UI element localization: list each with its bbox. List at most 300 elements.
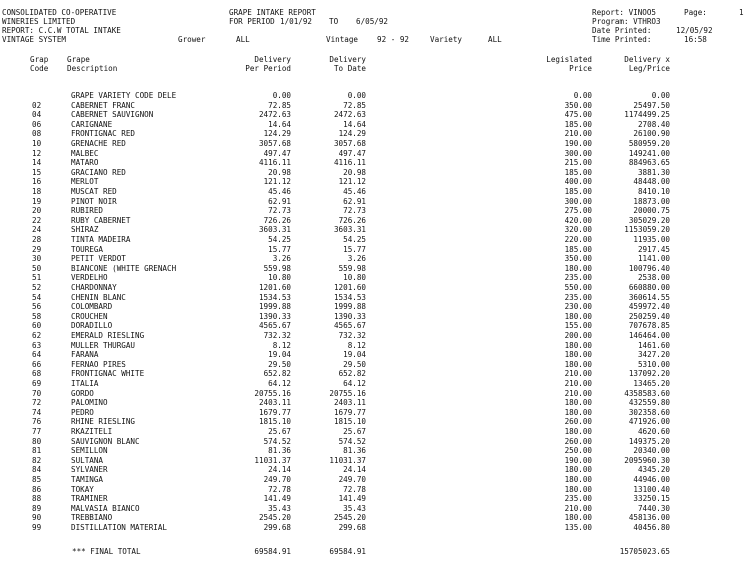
row-description: PEDRO: [71, 407, 94, 417]
period-to-label: TO: [329, 17, 339, 26]
row-delivery-x-price: 8410.10: [637, 187, 670, 196]
row-delivery-per-period: 299.68: [263, 523, 291, 532]
row-delivery-to-date: 574.52: [338, 436, 366, 446]
row-code: 51: [32, 273, 42, 283]
row-delivery-to-date: 141.49: [338, 494, 366, 504]
row-code: 76: [32, 417, 42, 427]
row-delivery-x-price: 1141.00: [637, 254, 670, 264]
row-delivery-x-price: 26100.90: [633, 129, 670, 139]
row-legislated-price: 180.00: [564, 398, 592, 408]
row-delivery-x-price: 884963.65: [628, 158, 670, 168]
row-delivery-to-date: 8.12: [347, 340, 366, 350]
row-legislated-price: 180.00: [564, 513, 592, 523]
final-total-extended: 15705023.65: [619, 547, 670, 556]
row-delivery-to-date: 299.68: [338, 523, 366, 532]
row-delivery-to-date: 11031.37: [329, 455, 366, 465]
row-delivery-to-date: 64.12: [343, 379, 366, 388]
final-total-to-date: 69584.91: [329, 547, 366, 556]
col-todate-heading-2: To Date: [333, 64, 366, 73]
row-description: SAUVIGNON BLANC: [71, 436, 140, 446]
vintage-label: Vintage: [326, 35, 359, 44]
row-description: PALOMINO: [71, 398, 108, 408]
row-code: 16: [32, 177, 42, 187]
row-delivery-x-price: 1174499.25: [624, 110, 670, 120]
row-delivery-per-period: 29.50: [268, 359, 291, 369]
row-description: CABERNET SAUVIGNON: [71, 110, 154, 120]
row-legislated-price: 155.00: [564, 321, 592, 331]
row-delivery-per-period: 14.64: [268, 119, 291, 129]
row-delivery-x-price: 4358583.60: [624, 388, 670, 398]
row-code: 90: [32, 513, 42, 523]
row-delivery-per-period: 10.80: [268, 273, 291, 283]
row-delivery-per-period: 1534.53: [258, 292, 291, 302]
row-description: MALVASIA BIANCO: [71, 503, 140, 513]
row-delivery-x-price: 7440.30: [637, 503, 670, 513]
row-legislated-price: 210.00: [564, 369, 592, 379]
row-delivery-to-date: 54.25: [343, 235, 366, 244]
row-delivery-to-date: 14.64: [343, 119, 366, 129]
program-id: Program: VTHRO3: [592, 17, 661, 26]
row-description: TRAMINER: [71, 494, 108, 504]
row-delivery-x-price: 20000.75: [633, 206, 670, 216]
row-description: TREBBIANO: [71, 513, 113, 523]
row-code: 99: [32, 523, 42, 532]
org-name-line1: CONSOLIDATED CO-OPERATIVE: [2, 8, 117, 17]
row-description: COLOMBARD: [71, 302, 113, 312]
row-code: 06: [32, 119, 42, 129]
row-legislated-price: 215.00: [564, 158, 592, 168]
report-id: Report: VINOO5: [592, 8, 657, 17]
row-delivery-per-period: 1201.60: [258, 283, 291, 292]
row-delivery-per-period: 1999.88: [258, 302, 291, 312]
row-delivery-to-date: 732.32: [338, 331, 366, 340]
row-code: 85: [32, 475, 42, 484]
row-delivery-per-period: 249.70: [263, 475, 291, 484]
row-description: CHENIN BLANC: [71, 292, 126, 302]
col-per-heading-1: Delivery: [254, 55, 291, 64]
row-code: 69: [32, 379, 42, 388]
page-label: Page:: [684, 8, 707, 17]
row-legislated-price: 210.00: [564, 129, 592, 139]
row-delivery-per-period: 652.82: [263, 369, 291, 379]
row-description: FARANA: [71, 350, 99, 360]
final-total-label: *** FINAL TOTAL: [72, 547, 141, 556]
row-legislated-price: 185.00: [564, 167, 592, 177]
row-code: 72: [32, 398, 42, 408]
row-delivery-x-price: 149375.20: [628, 436, 670, 446]
row-delivery-x-price: 4345.20: [637, 465, 670, 475]
col-ext-heading-1: Delivery x: [624, 55, 670, 64]
row-description: RUBY CABERNET: [71, 215, 131, 225]
row-code: 82: [32, 455, 42, 465]
row-delivery-per-period: 72.78: [268, 484, 291, 494]
row-delivery-per-period: 574.52: [263, 436, 291, 446]
row-delivery-to-date: 249.70: [338, 475, 366, 484]
row-code: 88: [32, 494, 42, 504]
row-description: DISTILLATION MATERIAL: [71, 523, 168, 532]
row-description: MULLER THURGAU: [71, 340, 136, 350]
row-delivery-x-price: 1461.60: [637, 340, 670, 350]
row-legislated-price: 185.00: [564, 244, 592, 254]
row-delivery-per-period: 62.91: [268, 196, 291, 206]
row-delivery-x-price: 707678.85: [628, 321, 670, 331]
row-delivery-x-price: 3427.20: [637, 350, 670, 360]
row-code: 29: [32, 244, 42, 254]
row-code: 89: [32, 503, 42, 513]
row-delivery-per-period: 8.12: [272, 340, 291, 350]
row-delivery-per-period: 2545.20: [258, 513, 291, 523]
row-code: 68: [32, 369, 42, 379]
row-description: CABERNET FRANC: [71, 100, 136, 110]
row-delivery-per-period: 81.36: [268, 446, 291, 456]
row-delivery-to-date: 1999.88: [333, 302, 366, 312]
row-delivery-to-date: 81.36: [343, 446, 366, 456]
row-code: 22: [32, 215, 42, 225]
row-delivery-to-date: 726.26: [338, 215, 366, 225]
row-delivery-per-period: 20.98: [268, 167, 291, 177]
row-delivery-x-price: 360614.55: [628, 292, 670, 302]
row-delivery-to-date: 45.46: [343, 187, 366, 196]
row-legislated-price: 210.00: [564, 503, 592, 513]
row-delivery-per-period: 141.49: [263, 494, 291, 504]
col-desc-heading-2: Description: [67, 64, 118, 73]
row-legislated-price: 235.00: [564, 292, 592, 302]
row-legislated-price: 420.00: [564, 215, 592, 225]
row-code: 15: [32, 167, 42, 177]
row-delivery-x-price: 11935.00: [633, 235, 670, 244]
row-code: 56: [32, 302, 42, 312]
row-description: SEMILLON: [71, 446, 108, 456]
row-legislated-price: 350.00: [564, 254, 592, 264]
row-code: 74: [32, 407, 42, 417]
page-number: 1: [739, 8, 744, 17]
report-name: REPORT: C.C.W TOTAL INTAKE: [2, 26, 121, 35]
row-delivery-x-price: 149241.00: [628, 148, 670, 158]
row-description: GRAPE VARIETY CODE DELE: [71, 91, 177, 100]
row-delivery-to-date: 1534.53: [333, 292, 366, 302]
row-delivery-x-price: 580959.20: [628, 139, 670, 148]
row-delivery-to-date: 72.73: [343, 206, 366, 216]
row-legislated-price: 180.00: [564, 427, 592, 436]
row-delivery-x-price: 2095960.30: [624, 455, 670, 465]
row-delivery-to-date: 559.98: [338, 263, 366, 273]
row-delivery-to-date: 4116.11: [333, 158, 366, 168]
row-legislated-price: 210.00: [564, 388, 592, 398]
row-delivery-to-date: 19.04: [343, 350, 366, 360]
row-legislated-price: 180.00: [564, 340, 592, 350]
row-legislated-price: 180.00: [564, 359, 592, 369]
row-delivery-per-period: 0.00: [272, 91, 291, 100]
col-code-heading-2: Code: [30, 64, 49, 73]
row-delivery-to-date: 72.85: [343, 100, 366, 110]
row-delivery-x-price: 4620.60: [637, 427, 670, 436]
row-delivery-to-date: 1390.33: [333, 311, 366, 321]
row-legislated-price: 190.00: [564, 455, 592, 465]
row-legislated-price: 185.00: [564, 119, 592, 129]
date-printed-label: Date Printed:: [592, 26, 652, 35]
row-delivery-to-date: 3057.68: [333, 139, 366, 148]
row-delivery-x-price: 33250.15: [633, 494, 670, 504]
row-description: VERDELHO: [71, 273, 108, 283]
row-legislated-price: 260.00: [564, 417, 592, 427]
row-description: PETIT VERDOT: [71, 254, 126, 264]
row-delivery-to-date: 20.98: [343, 167, 366, 177]
row-delivery-to-date: 25.67: [343, 427, 366, 436]
row-legislated-price: 230.00: [564, 302, 592, 312]
row-code: 86: [32, 484, 42, 494]
row-delivery-to-date: 15.77: [343, 244, 366, 254]
row-delivery-per-period: 35.43: [268, 503, 291, 513]
period-label: FOR PERIOD: [229, 17, 275, 26]
row-legislated-price: 180.00: [564, 350, 592, 360]
col-price-heading-2: Price: [569, 64, 592, 73]
period-from: 1/01/92: [280, 17, 313, 26]
row-legislated-price: 275.00: [564, 206, 592, 216]
row-code: 60: [32, 321, 42, 331]
row-delivery-x-price: 146464.00: [628, 331, 670, 340]
variety-label: Variety: [430, 35, 463, 44]
row-legislated-price: 400.00: [564, 177, 592, 187]
row-delivery-per-period: 1390.33: [258, 311, 291, 321]
row-description: EMERALD RIESLING: [71, 331, 145, 340]
row-delivery-to-date: 3.26: [347, 254, 366, 264]
row-code: 70: [32, 388, 42, 398]
col-price-heading-1: Legislated: [546, 55, 592, 64]
row-delivery-per-period: 15.77: [268, 244, 291, 254]
row-delivery-to-date: 10.80: [343, 273, 366, 283]
row-delivery-to-date: 2403.11: [333, 398, 366, 408]
row-code: 54: [32, 292, 42, 302]
row-legislated-price: 235.00: [564, 273, 592, 283]
time-printed-label: Time Printed:: [592, 35, 652, 44]
row-delivery-x-price: 25497.50: [633, 100, 670, 110]
row-legislated-price: 180.00: [564, 465, 592, 475]
date-printed: 12/05/92: [676, 26, 713, 35]
row-delivery-per-period: 20755.16: [254, 388, 291, 398]
row-code: 63: [32, 340, 42, 350]
row-delivery-x-price: 1153059.20: [624, 225, 670, 235]
row-code: 62: [32, 331, 42, 340]
row-delivery-to-date: 24.14: [343, 465, 366, 475]
row-legislated-price: 185.00: [564, 187, 592, 196]
row-code: 52: [32, 283, 42, 292]
grower-label: Grower: [178, 35, 206, 44]
col-desc-heading-1: Grape: [67, 55, 90, 64]
row-description: FRONTIGNAC WHITE: [71, 369, 145, 379]
row-delivery-x-price: 48448.00: [633, 177, 670, 187]
row-delivery-per-period: 124.29: [263, 129, 291, 139]
row-delivery-x-price: 660880.00: [628, 283, 670, 292]
final-total-per-period: 69584.91: [254, 547, 291, 556]
row-delivery-to-date: 72.78: [343, 484, 366, 494]
row-description: PINOT NOIR: [71, 196, 117, 206]
row-delivery-per-period: 45.46: [268, 187, 291, 196]
row-delivery-per-period: 2472.63: [258, 110, 291, 120]
row-description: GRENACHE RED: [71, 139, 126, 148]
row-delivery-per-period: 497.47: [263, 148, 291, 158]
row-legislated-price: 350.00: [564, 100, 592, 110]
row-delivery-x-price: 137092.20: [628, 369, 670, 379]
row-description: GRACIANO RED: [71, 167, 126, 177]
row-description: MUSCAT RED: [71, 187, 117, 196]
row-delivery-per-period: 4565.67: [258, 321, 291, 331]
row-delivery-x-price: 302358.60: [628, 407, 670, 417]
row-legislated-price: 250.00: [564, 446, 592, 456]
row-delivery-x-price: 471926.00: [628, 417, 670, 427]
row-description: DORADILLO: [71, 321, 113, 331]
row-delivery-x-price: 100796.40: [628, 263, 670, 273]
col-ext-heading-2: Leg/Price: [628, 64, 670, 73]
row-delivery-per-period: 64.12: [268, 379, 291, 388]
row-delivery-per-period: 72.73: [268, 206, 291, 216]
row-description: CARIGNANE: [71, 119, 113, 129]
row-delivery-per-period: 19.04: [268, 350, 291, 360]
row-delivery-x-price: 458136.00: [628, 513, 670, 523]
row-legislated-price: 300.00: [564, 196, 592, 206]
row-legislated-price: 300.00: [564, 148, 592, 158]
row-code: 12: [32, 148, 42, 158]
system-name: VINTAGE SYSTEM: [2, 35, 67, 44]
row-legislated-price: 235.00: [564, 494, 592, 504]
row-delivery-to-date: 497.47: [338, 148, 366, 158]
row-delivery-per-period: 726.26: [263, 215, 291, 225]
row-delivery-to-date: 62.91: [343, 196, 366, 206]
row-delivery-per-period: 54.25: [268, 235, 291, 244]
row-delivery-per-period: 732.32: [263, 331, 291, 340]
row-code: 10: [32, 139, 42, 148]
row-delivery-per-period: 2403.11: [258, 398, 291, 408]
row-legislated-price: 550.00: [564, 283, 592, 292]
row-delivery-to-date: 1679.77: [333, 407, 366, 417]
row-delivery-x-price: 2538.00: [637, 273, 670, 283]
row-delivery-x-price: 5310.00: [637, 359, 670, 369]
row-delivery-to-date: 29.50: [343, 359, 366, 369]
row-delivery-to-date: 1201.60: [333, 283, 366, 292]
vintage-value: 92 - 92: [377, 35, 410, 44]
row-code: 64: [32, 350, 42, 360]
row-description: CHARDONNAY: [71, 283, 117, 292]
row-delivery-per-period: 3603.31: [258, 225, 291, 235]
row-delivery-x-price: 250259.40: [628, 311, 670, 321]
row-delivery-x-price: 305029.20: [628, 215, 670, 225]
row-code: 66: [32, 359, 42, 369]
org-name-line2: WINERIES LIMITED: [2, 17, 76, 26]
row-delivery-per-period: 121.12: [263, 177, 291, 187]
row-legislated-price: 475.00: [564, 110, 592, 120]
row-description: TOUREGA: [71, 244, 104, 254]
row-description: SYLVANER: [71, 465, 108, 475]
table-row: [0, 524, 750, 534]
row-delivery-to-date: 35.43: [343, 503, 366, 513]
report-title: GRAPE INTAKE REPORT: [229, 8, 316, 17]
row-description: FRONTIGNAC RED: [71, 129, 136, 139]
row-code: 30: [32, 254, 42, 264]
row-delivery-per-period: 3.26: [272, 254, 291, 264]
row-legislated-price: 180.00: [564, 484, 592, 494]
row-delivery-per-period: 4116.11: [258, 158, 291, 168]
row-code: 77: [32, 427, 42, 436]
row-delivery-per-period: 24.14: [268, 465, 291, 475]
row-legislated-price: 135.00: [564, 523, 592, 532]
row-code: 50: [32, 263, 42, 273]
row-delivery-to-date: 2545.20: [333, 513, 366, 523]
row-legislated-price: 200.00: [564, 331, 592, 340]
row-description: SHIRAZ: [71, 225, 99, 235]
row-code: 80: [32, 436, 42, 446]
col-per-heading-2: Per Period: [245, 64, 291, 73]
row-delivery-per-period: 559.98: [263, 263, 291, 273]
row-delivery-to-date: 1815.10: [333, 417, 366, 427]
row-delivery-x-price: 2917.45: [637, 244, 670, 254]
row-description: GORDO: [71, 388, 94, 398]
row-delivery-x-price: 3881.30: [637, 167, 670, 177]
row-legislated-price: 220.00: [564, 235, 592, 244]
row-delivery-x-price: 18873.00: [633, 196, 670, 206]
row-delivery-per-period: 1679.77: [258, 407, 291, 417]
row-delivery-per-period: 3057.68: [258, 139, 291, 148]
row-delivery-per-period: 25.67: [268, 427, 291, 436]
period-to: 6/05/92: [356, 17, 389, 26]
variety-value: ALL: [488, 35, 502, 44]
col-todate-heading-1: Delivery: [329, 55, 366, 64]
row-description: MALBEC: [71, 148, 99, 158]
row-code: 02: [32, 100, 42, 110]
row-description: ITALIA: [71, 379, 99, 388]
row-legislated-price: 210.00: [564, 379, 592, 388]
row-description: TINTA MADEIRA: [71, 235, 131, 244]
row-legislated-price: 190.00: [564, 139, 592, 148]
row-legislated-price: 260.00: [564, 436, 592, 446]
time-printed: 16:58: [684, 35, 707, 44]
row-delivery-x-price: 2708.40: [637, 119, 670, 129]
row-legislated-price: 180.00: [564, 311, 592, 321]
row-code: 81: [32, 446, 42, 456]
row-delivery-x-price: 40456.80: [633, 523, 670, 532]
row-legislated-price: 180.00: [564, 407, 592, 417]
row-delivery-to-date: 124.29: [338, 129, 366, 139]
row-delivery-to-date: 4565.67: [333, 321, 366, 331]
row-description: TOKAY: [71, 484, 94, 494]
row-code: 28: [32, 235, 42, 244]
row-delivery-x-price: 20340.00: [633, 446, 670, 456]
row-delivery-x-price: 44946.00: [633, 475, 670, 484]
row-delivery-x-price: 0.00: [651, 91, 670, 100]
row-code: 04: [32, 110, 42, 120]
row-description: CROUCHEN: [71, 311, 108, 321]
row-code: 84: [32, 465, 42, 475]
row-delivery-to-date: 121.12: [338, 177, 366, 187]
row-code: 19: [32, 196, 42, 206]
row-description: TAMINGA: [71, 475, 104, 484]
row-code: 24: [32, 225, 42, 235]
row-description: BIANCONE (WHITE GRENACH: [71, 263, 177, 273]
row-delivery-to-date: 0.00: [347, 91, 366, 100]
row-delivery-to-date: 2472.63: [333, 110, 366, 120]
row-delivery-to-date: 20755.16: [329, 388, 366, 398]
row-delivery-per-period: 11031.37: [254, 455, 291, 465]
row-description: FERNAO PIRES: [71, 359, 126, 369]
row-delivery-x-price: 432559.80: [628, 398, 670, 408]
row-delivery-to-date: 652.82: [338, 369, 366, 379]
row-code: 20: [32, 206, 42, 216]
row-code: 58: [32, 311, 42, 321]
row-legislated-price: 0.00: [573, 91, 592, 100]
row-delivery-per-period: 1815.10: [258, 417, 291, 427]
row-description: RHINE RIESLING: [71, 417, 136, 427]
row-code: 18: [32, 187, 42, 196]
row-legislated-price: 320.00: [564, 225, 592, 235]
row-description: SULTANA: [71, 455, 104, 465]
